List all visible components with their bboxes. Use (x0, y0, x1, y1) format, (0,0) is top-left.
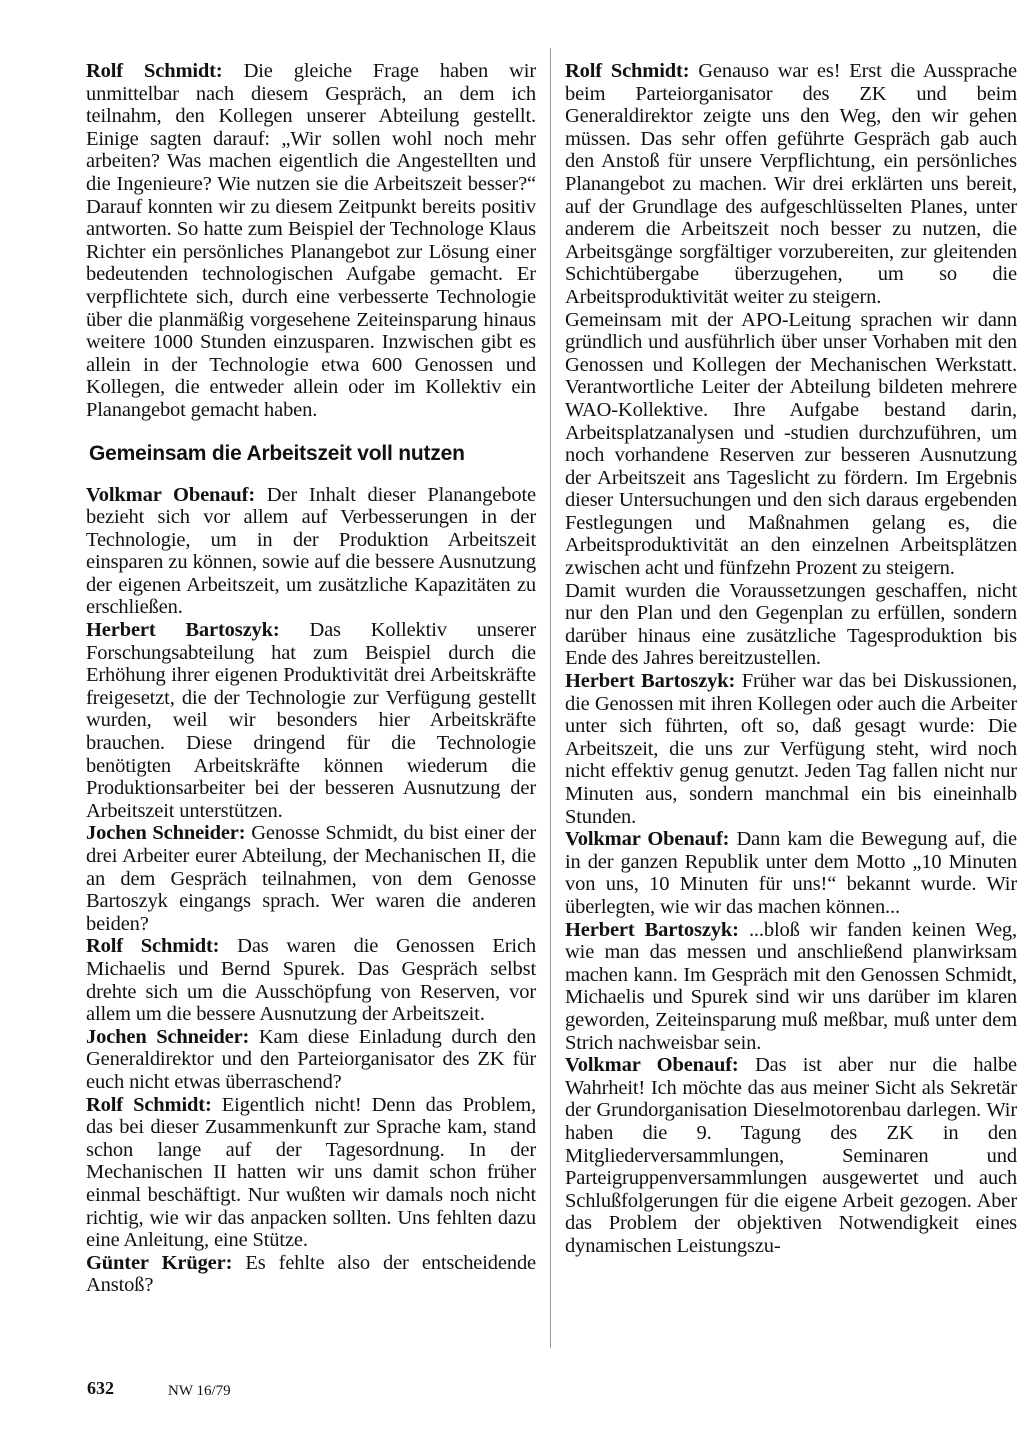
paragraph-text: Das ist aber nur die halbe Wahrheit! Ich möchte das aus meiner Sicht als Sekretär der Grundorganisation Dieselmotorenbau darlegen. Wir haben die 9. Tagung des ZK in den Mitgliederversammlungen, Seminaren und Parteigruppenversammlungen ausgewertet und auch Schlußfolgerungen für die eigene Arbeit gezogen. Aber das Problem der objektiven Notwendigkeit eines dynamischen Leistungszu- (565, 1054, 1017, 1257)
paragraph-text: Eigentlich nicht! Denn das Problem, das bei dieser Zusammenkunft zur Sprache kam, stand schon lange auf der Tagesordnung. In der Mechanischen II hatten wir uns damit schon früher einmal beschäftigt. Nur wußten wir damals noch nicht richtig, wie wir das anpacken sollten. Uns fehlten dazu eine Anleitung, eine Stütze. (86, 1093, 536, 1252)
paragraph (86, 60, 536, 422)
speaker-name: Herbert Bartoszyk: (565, 670, 736, 693)
paragraph (565, 1054, 1017, 1257)
issue-label: NW 16/79 (168, 1383, 231, 1399)
paragraph (86, 1252, 536, 1297)
paragraph (565, 919, 1017, 1055)
speaker-name: Herbert Bartoszyk: (565, 918, 739, 941)
paragraph-text: Dann kam die Bewegung auf, die in der ganzen Republik unter dem Motto „10 Minuten von uns, 10 Minuten für uns!“ bekannt wurde. Wir überlegten, wie wir das machen können... (565, 828, 1017, 918)
paragraph (565, 828, 1017, 918)
paragraph (86, 822, 536, 935)
speaker-name: Jochen Schneider: (86, 822, 246, 845)
paragraph (86, 935, 536, 1025)
paragraph-text: Genosse Schmidt, du bist einer der drei Arbeiter eurer Abteilung, der Mechanischen II, die an dem Gespräch teilnahmen, von dem Genosse Bartoszyk eingangs sprach. Wer waren die anderen beiden? (86, 822, 536, 935)
speaker-name: Volkmar Obenauf: (565, 828, 730, 851)
paragraph: Gemeinsam mit der APO-Leitung sprachen wir dann gründlich und ausführlich über unser Vorhaben mit den Genossen und Kollegen der Mechanischen Werkstatt. Verantwortliche Leiter der Abteilung bildeten mehrere WAO-Kollektive. Ihre Aufgabe bestand darin, Arbeitsplatzanalysen und -studien durchzuführen, um noch vorhandene Reserven zur besseren Ausnutzung der Arbeitszeit ans Tageslicht zu fördern. Im Ergebnis dieser Untersuchungen und den sich daraus ergebenden Festlegungen und Maßnahmen gelang es, die Arbeitsproduktivität an den einzelnen Arbeitsplätzen zwischen acht und fünfzehn Prozent zu steigern. (565, 308, 1017, 580)
column-divider (550, 48, 551, 1348)
speaker-name: Rolf Schmidt: (86, 60, 223, 82)
speaker-name: Herbert Bartoszyk: (86, 619, 280, 642)
paragraph-text: Das waren die Genossen Erich Michaelis und Bernd Spurek. Das Gespräch selbst drehte sich um die Ausschöpfung von Reserven, vor allem um die bessere Ausnutzung der Arbeitszeit. (86, 935, 536, 1026)
speaker-name: Volkmar Obenauf: (565, 1054, 739, 1077)
paragraph-text: Die gleiche Frage haben wir unmittelbar nach diesem Gespräch, an dem ich teilnahm, den Kollegen unserer Abteilung gestellt. Einige sagten darauf: „Wir sollen wohl noch mehr arbeiten? Was machen eigentlich die Angestellten und die Ingenieure? Wie nutzen sie die Arbeitszeit besser?“ Darauf konnten wir zu diesem Zeitpunkt bereits positiv antworten. So hatte zum Beispiel der Technologe Klaus Richter ein persönliches Planangebot zur Lösung einer bedeutenden technologischen Aufgabe gemacht. Er verpflichtete sich, durch eine verbesserte Technologie über die planmäßig vorgesehene Zeiteinsparung hinaus weitere 1000 Stunden einzusparen. Inzwischen gibt es allein in der Technologie etwa 600 Genossen und Kollegen, die entweder allein oder im Kollektiv ein Planangebot gemacht haben. (86, 60, 536, 421)
paragraph-text: ...bloß wir fanden keinen Weg, wie man das messen und anschließend planwirksam machen kann. Im Gespräch mit den Genossen Schmidt, Michaelis und Spurek sind wir uns darüber im klaren geworden, Zeiteinsparung muß meßbar, muß unter dem Strich nachweisbar sein. (565, 918, 1017, 1054)
paragraph-text: Das Kollektiv unserer Forschungsabteilung hat zum Beispiel durch die Erhöhung ihrer eigenen Produktivität drei Arbeitskräfte freigesetzt, die der Technologie zur Verfügung gestellt wurden, weil wir besonders hier Arbeitskräfte brauchen. Diese dringend für die Technologie benötigten Arbeitskräfte können wiederum die Produktionsarbeiter bei der besseren Ausnutzung der Arbeitszeit unterstützen. (86, 619, 536, 822)
paragraph-text: Genauso war es! Erst die Aussprache beim Parteiorganisator des ZK und beim Generaldirektor zeigte uns den Weg, den wir gehen müssen. Das sehr offen geführte Gespräch gab auch den Anstoß für unsere Verpflichtung, ein persönliches Planangebot zu machen. Wir drei erklärten uns bereit, auf der Grundlage des aufgeschlüsselten Planes, unter anderem die Arbeitszeit noch besser zu nutzen, die Arbeitsgänge sorgfältiger vorzubereiten, zur gleitenden Schichtübergabe überzugehen, um so die Arbeitsproduktivität weiter zu steigern. (565, 60, 1017, 308)
paragraph (86, 1026, 536, 1094)
paragraph-text: Früher war das bei Diskussionen, die Genossen mit ihren Kollegen oder auch die Arbeiter unter sich führten, oft so, daß gesagt wurde: Die Arbeitszeit, die uns zur Verfügung steht, wird noch nicht effektiv genug genutzt. Jeden Tag fallen nicht nur Minuten aus, sondern manchmal ein bis eineinhalb Stunden. (565, 670, 1017, 828)
speaker-name: Volkmar Obenauf: (86, 483, 256, 506)
page-number: 632 (87, 1378, 114, 1398)
paragraph (86, 619, 536, 822)
speaker-name: Jochen Schneider: (86, 1025, 250, 1048)
speaker-name: Rolf Schmidt: (86, 1093, 212, 1116)
paragraph: Damit wurden die Voraussetzungen geschaffen, nicht nur den Plan und den Gegenplan zu erfüllen, sondern darüber hinaus eine zusätzliche Tagesproduktion bis Ende des Jahres bereitzustellen. (565, 579, 1017, 670)
paragraph-text: Kam diese Einladung durch den Generaldirektor und den Parteiorganisator des ZK für euch nicht etwas überraschend? (86, 1025, 536, 1093)
left-column (86, 60, 536, 1297)
paragraph-text: Es fehlte also der entscheidende Anstoß? (86, 1251, 536, 1297)
paragraph (86, 1094, 536, 1252)
speaker-name: Günter Krüger: (86, 1251, 233, 1274)
speaker-name: Rolf Schmidt: (86, 935, 220, 958)
right-column (565, 60, 1017, 1257)
paragraph (565, 60, 1017, 309)
paragraph (565, 670, 1017, 828)
section-heading: Gemeinsam die Arbeitszeit voll nutzen (89, 441, 465, 465)
paragraph (86, 484, 536, 620)
speaker-name: Rolf Schmidt: (565, 60, 690, 82)
paragraph-text: Der Inhalt dieser Planangebote bezieht sich vor allem auf Verbesserungen in der Technologie, um in der Produktion Arbeitszeit einsparen zu können, sowie auf die bessere Ausnutzung der eigenen Arbeitszeit, um zusätzliche Kapazitäten zu erschließen. (86, 483, 536, 619)
